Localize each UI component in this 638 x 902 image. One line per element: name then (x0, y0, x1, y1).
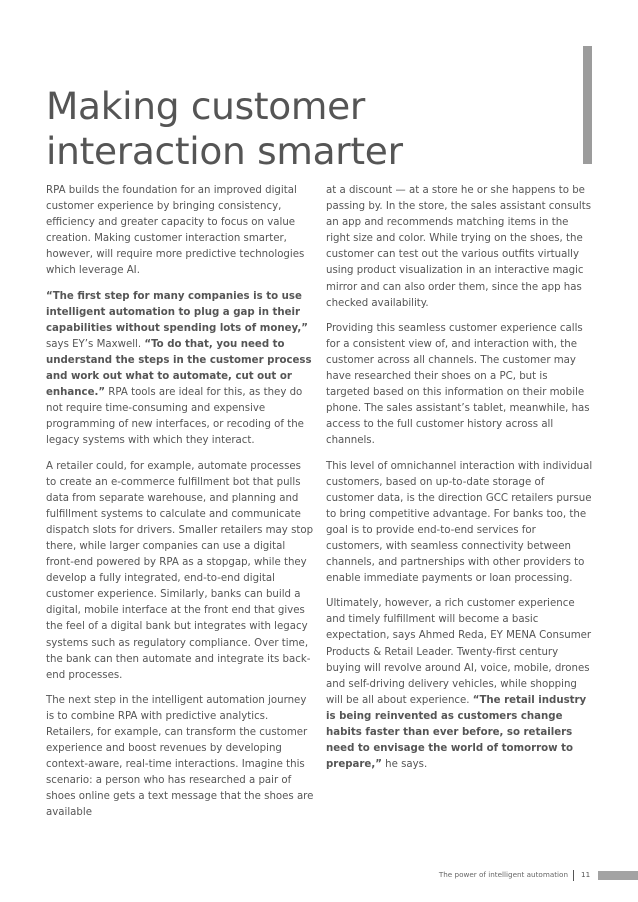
quote-text: “The retail industry is being reinvented as customers change habits faster than ever before, so retailers need to envisage the world of tomorrow to prepare,” (326, 694, 587, 771)
footer-divider (573, 870, 574, 881)
quote-text: “The first step for many companies is to use intelligent automation to plug a gap in their capabilities without spending lots of money,” (46, 290, 308, 334)
paragraph: RPA builds the foundation for an improved digital customer experience by bringing consistency, efficiency and greater capacity to focus on value creation. Making customer interaction smarter, however, will require more predictive technologies which leverage AI. (46, 185, 305, 277)
left-column (46, 183, 314, 831)
footer-accent-bar (598, 871, 638, 880)
paragraph: The next step in the intelligent automation journey is to combine RPA with predictive analytics. Retailers, for example, can transform the customer experience and boost revenues by developing context-aware, real-time interactions. Imagine this scenario: a person who has researched a pair of shoes online gets a text message that the shoes are available (46, 694, 314, 819)
body-text: RPA tools are ideal for this, as they do not require time-consuming and expensive programming of new interfaces, or recoding of the legacy systems with which they interact. (46, 387, 304, 447)
paragraph: at a discount — at a store he or she happens to be passing by. In the store, the sales assistant consults an app and recommends matching items in the right size and color. While trying on the shoes, the customer can test out the various outfits virtually using product visualization in an interactive magic mirror and can also order them, since the app has checked availability. (326, 185, 591, 309)
paragraph: This level of omnichannel interaction with individual customers, based on up-to-date storage of customer data, is the direction GCC retailers pursue to bring competitive advantage. For banks too, the goal is to provide end-to-end services for customers, with seamless connectivity between channels, and partnerships with other providers to enable immediate payments or loan processing. (326, 460, 593, 585)
body-text: says EY’s Maxwell. (46, 338, 145, 350)
quote-text: “To do that, you need to understand the steps in the customer process and work out what to automate, cut out or enhance.” (46, 338, 312, 399)
paragraph: Providing this seamless customer experience calls for a consistent view of, and interaction with, the customer across all channels. The customer may have researched their shoes on a PC, but is targeted based on this information on their mobile phone. The sales assistant’s tablet, meanwhile, has access to the full customer history across all channels. (326, 322, 590, 447)
paragraph: A retailer could, for example, automate processes to create an e-commerce fulfillment bot that pulls data from separate warehouse, and planning and fulfillment systems to calculate and communicate dispatch slots for drivers. Smaller retailers may stop there, while larger companies can use a digital front-end powered by RPA as a stopgap, while they develop a fully integrated, end-to-end digital customer experience. Similarly, banks can build a digital, mobile interface at the front end that gives the feel of a digital bank but integrates with legacy systems such as regulatory compliance. Over time, the bank can then automate and integrate its back-end processes. (46, 460, 314, 681)
body-text: he says. (381, 759, 428, 771)
page-title: Making customer interaction smarter (46, 84, 403, 173)
page-footer (0, 868, 638, 884)
side-accent-bar (583, 46, 592, 164)
footer-title: The power of intelligent automation (438, 870, 568, 879)
paragraph-quote (326, 596, 594, 773)
body-text: Ultimately, however, a rich customer experience and timely fulfillment will become a basic expectation, says Ahmed Reda, EY MENA Consumer Products & Retail Leader. Twenty-first century buying will revolve around AI, voice, mobile, drones and self-driving delivery vehicles, while shopping will be all about experience. (326, 598, 592, 706)
paragraph-quote (46, 289, 314, 450)
page-number: 11 (581, 870, 591, 879)
right-column (326, 183, 594, 782)
